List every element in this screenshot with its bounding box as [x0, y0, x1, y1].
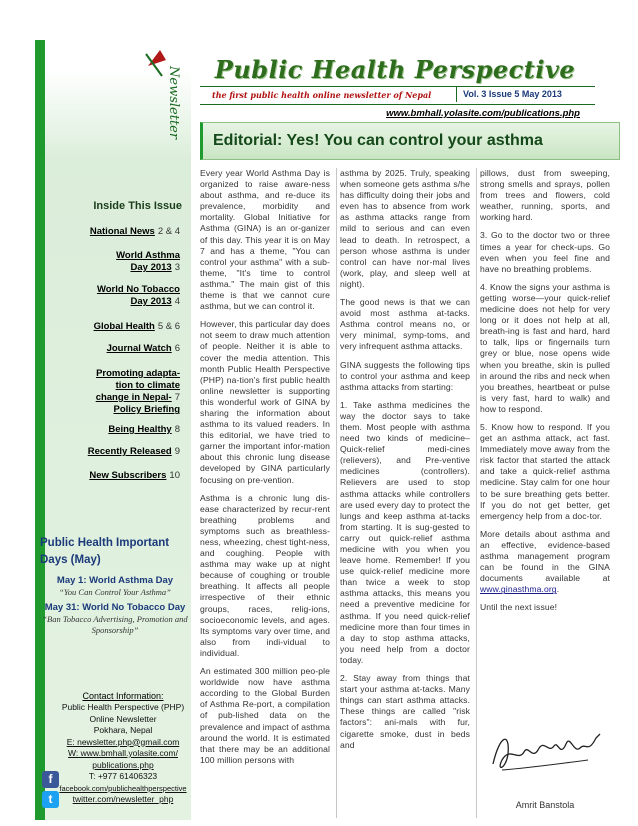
- toc-item-national-news[interactable]: National News 2 & 4: [89, 226, 180, 237]
- paragraph: pillows, dust from sweeping, strong smells and sprays, pollen from trees and flowers, cold weather, running, sports, and working hard.: [480, 168, 610, 223]
- contact-information: [55, 690, 191, 806]
- contact-phone: T: +977 61406323: [88, 771, 158, 781]
- event-world-asthma-day: May 1: World Asthma Day “You Can Control Your Asthma”: [56, 575, 174, 597]
- contact-line: Pokhara, Nepal: [93, 725, 153, 735]
- paragraph: 5. Know how to respond. If you get an asthma attack, act fast. Immediately move away from the risk factor that started the attack and take a quick-relief asthma medicine. Stay calm for one hour to be sure breathing gets better. If you do not get better, get emergency help from a doc-tor.: [480, 421, 610, 521]
- paragraph: Asthma is a chronic lung dis-ease characterized by recur-rent breathing problems and symptoms such as breathless-ness, wheezing, chest tight-ness, and coughing. People with asthma may wake up at night because of coughing or trouble breathing. It affects all people irrespective of their ethnic groups, races, relig-ions, socioeconomic levels, and ages. Its symptoms vary over time, and also from indi-vidual to individual.: [200, 492, 330, 658]
- contact-line: Online Newsletter: [89, 713, 157, 724]
- paragraph: The good news is that we can avoid most asthma at-tacks. Asthma control means no, or very minimal, symp-toms, and very infrequent asthma attacks.: [340, 297, 470, 352]
- paragraph: However, this particular day does not seem to draw much attention of people. Neither it is able to cover the media attention. This month Public Health Perspective (PHP) na-tion's first public health online newsletter is supporting this wonderful work of GINA by sharing the information about asthma to its valued readers. In this editorial, we have tried to garner the important infor-mation about this chronic lung disease developed by GINA particularly focusing on pre-vention.: [200, 319, 330, 485]
- contact-email-link[interactable]: E: newsletter.php@gmail.com: [66, 736, 180, 747]
- twitter-icon[interactable]: t: [42, 791, 59, 808]
- paragraph: 1. Take asthma medicines the way the doctor says to take them. Most people with asthma need two kinds of medicine– Quick-relief medi-cines (relievers), and Pre-ventive medicines (controllers). Relievers are used to stop asthma attacks while controllers are used every day to protect the lungs and keep asthma at-tacks from starting. It is sug-gested to carry out quick-relief asthma medicine with you when you leave home. Remember! If you use quick-relief medicine more than twice a week to stop asthma attacks, this means you need a preventive medicine for asthma. If you need quick-relief medicine more than four times in a day to stop asthma attacks, you need help from a doctor today.: [340, 399, 470, 665]
- tagline: the first public health online newsletter of Nepal: [212, 90, 432, 100]
- toc-item-new-subscribers[interactable]: New Subscribers 10: [89, 470, 180, 481]
- contact-website-link[interactable]: W: www.bmhall.yolasite.com/: [68, 748, 178, 758]
- important-days-title: Public Health Important Days (May): [40, 537, 170, 566]
- facebook-icon[interactable]: f: [42, 771, 59, 788]
- toc-item-being-healthy[interactable]: Being Healthy 8: [108, 424, 180, 435]
- paragraph: asthma by 2025. Truly, speaking when someone gets asthma s/he has difficulty doing their jobs and even has to absence from work as asthma attacks range from mild to serious and can even lead to death. In retrospect, a person whose asthma is under control can have nor-mal lives (work, play, and sleep well at night).: [340, 168, 470, 289]
- volume-issue: Vol. 3 Issue 5 May 2013: [456, 87, 568, 102]
- paragraph: 4. Know the signs your asthma is getting worse—your quick-relief medicine does not help for very long or it does not help at all, breath-ing is fast and hard, hard to talk, lips or fingernails turn grey or blue, nose opens wide when you breathe, skin is pulled in around the ribs and neck when you breathes, heartbeat or pulse is very fast, hard to walk) and how to respond.: [480, 281, 610, 414]
- editorial-header: [200, 122, 620, 160]
- contact-website-link-cont[interactable]: publications.php: [92, 759, 154, 770]
- tagline-bar: [200, 86, 595, 105]
- toc-item-world-asthma-day[interactable]: World Asthma Day 2013 3: [116, 250, 180, 273]
- newsletter-logo-icon: [140, 46, 188, 141]
- toc-item-recently-released[interactable]: Recently Released 9: [87, 446, 180, 457]
- article-column-2: [340, 168, 470, 758]
- paragraph-more-details: More details about asthma and an effective, evidence-based asthma management program can be found in the GINA documents available at www.ginasthma.org.: [480, 528, 610, 595]
- event-world-no-tobacco-day: May 31: World No Tobacco Day “Ban Tobacco Advertising, Promotion and Sponsorship”: [42, 602, 188, 635]
- contact-facebook-link[interactable]: facebook.com/publichealthperspective: [59, 783, 187, 793]
- toc-item-policy-briefing[interactable]: Promoting adapta- tion to climate change in Nepal- 7 Policy Briefing: [95, 368, 180, 415]
- toc-item-global-health[interactable]: Global Health 5 & 6: [93, 321, 180, 332]
- website-link[interactable]: www.bmhall.yolasite.com/publications.php: [386, 108, 580, 119]
- column-divider: [476, 168, 477, 818]
- column-divider: [336, 168, 337, 818]
- author-name: Amrit Banstola: [515, 800, 575, 810]
- contact-line: Public Health Perspective (PHP): [61, 702, 185, 712]
- toc-item-journal-watch[interactable]: Journal Watch 6: [106, 343, 180, 354]
- article-column-1: [200, 168, 330, 773]
- contact-twitter-link[interactable]: twitter.com/newsletter_php: [72, 794, 174, 804]
- newsletter-vertical-text: Newsletter: [166, 66, 181, 140]
- paragraph: 2. Stay away from things that start your asthma at-tacks. Many things can start asthma attacks. These things are called "risk factors": ani-mals with fur, cigarette smoke, dust in beds and: [340, 673, 470, 750]
- editorial-title: Editorial: Yes! You can control your asthma: [213, 132, 543, 149]
- paragraph: GINA suggests the following tips to control your asthma and keep asthma attacks from starting:: [340, 359, 470, 392]
- paragraph: An estimated 300 million peo-ple worldwide now have asthma according to the Global Burden of Asthma Re-port, a compilation of pub-lished data on the prevalence and impact of asthma around the world. It is estimated that there may be an additional 100 million persons with: [200, 666, 330, 765]
- paragraph: 3. Go to the doctor two or three times a year for check-ups. Go even when you feel fine and have no breathing problems.: [480, 230, 610, 274]
- paragraph: Every year World Asthma Day is organized to raise aware-ness about asthma, and re-duce its prevalence, morbidity and mortality. Global Initiative for Asthma (GINA) is an or-ganizer of this day. This year it is on May 7 and has a theme, "You can control your asthma" with a sub-theme, "It's time to control asthma." The main gist of this theme is that we cannot cure asthma, but we can control it.: [200, 168, 330, 312]
- article-column-3: [480, 168, 610, 620]
- signature-image: [488, 724, 613, 780]
- contact-title: Contact Information:: [82, 691, 164, 701]
- newsletter-name: Public Health Perspective: [214, 55, 576, 84]
- gina-link[interactable]: www.ginasthma.org: [480, 584, 557, 595]
- closing-line: Until the next issue!: [480, 602, 558, 613]
- toc-item-world-no-tobacco-day[interactable]: World No Tobacco Day 2013 4: [96, 284, 180, 307]
- inside-this-issue-title: Inside This Issue: [93, 200, 182, 212]
